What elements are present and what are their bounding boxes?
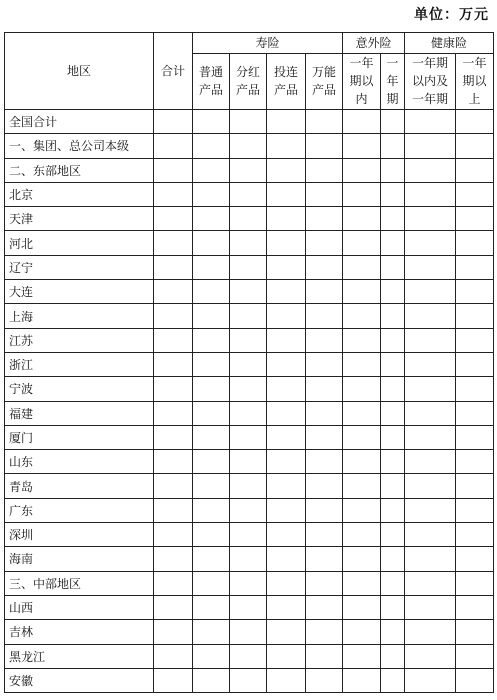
value-cell <box>230 352 267 376</box>
value-cell <box>306 571 343 595</box>
value-cell <box>230 644 267 668</box>
value-cell <box>343 328 381 352</box>
value-cell <box>306 352 343 376</box>
value-cell <box>343 668 381 692</box>
value-cell <box>456 328 494 352</box>
value-cell <box>456 401 494 425</box>
value-cell <box>267 231 306 255</box>
value-cell <box>267 450 306 474</box>
header-life: 寿险 <box>193 33 343 54</box>
value-cell <box>343 450 381 474</box>
value-cell <box>154 280 193 304</box>
value-cell <box>456 498 494 522</box>
value-cell <box>381 668 405 692</box>
value-cell <box>343 158 381 182</box>
value-cell <box>267 328 306 352</box>
value-cell <box>154 450 193 474</box>
value-cell <box>230 668 267 692</box>
value-cell <box>306 182 343 206</box>
value-cell <box>267 110 306 134</box>
value-cell <box>193 498 230 522</box>
value-cell <box>306 401 343 425</box>
value-cell <box>381 523 405 547</box>
value-cell <box>230 450 267 474</box>
region-cell: 安徽 <box>5 668 154 692</box>
value-cell <box>405 304 456 328</box>
value-cell <box>306 668 343 692</box>
value-cell <box>154 425 193 449</box>
value-cell <box>381 595 405 619</box>
value-cell <box>405 450 456 474</box>
value-cell <box>456 304 494 328</box>
value-cell <box>343 231 381 255</box>
header-accident-one-year: 一年 期 <box>381 54 405 110</box>
value-cell <box>154 644 193 668</box>
value-cell <box>154 328 193 352</box>
region-cell: 吉林 <box>5 620 154 644</box>
value-cell <box>405 158 456 182</box>
value-cell <box>154 304 193 328</box>
value-cell <box>267 207 306 231</box>
value-cell <box>306 304 343 328</box>
value-cell <box>267 547 306 571</box>
value-cell <box>405 523 456 547</box>
value-cell <box>154 571 193 595</box>
value-cell <box>381 377 405 401</box>
value-cell <box>193 255 230 279</box>
value-cell <box>230 207 267 231</box>
value-cell <box>267 182 306 206</box>
unit-label: 单位：万元 <box>414 7 489 23</box>
value-cell <box>381 571 405 595</box>
value-cell <box>456 110 494 134</box>
value-cell <box>381 134 405 158</box>
value-cell <box>154 110 193 134</box>
value-cell <box>381 110 405 134</box>
table-row <box>5 401 494 425</box>
value-cell <box>267 304 306 328</box>
value-cell <box>306 158 343 182</box>
header-accident-within-one-year: 一年 期以 内 <box>343 54 381 110</box>
value-cell <box>230 134 267 158</box>
value-cell <box>267 352 306 376</box>
value-cell <box>456 377 494 401</box>
value-cell <box>193 668 230 692</box>
table-row <box>5 377 494 401</box>
value-cell <box>230 231 267 255</box>
value-cell <box>381 328 405 352</box>
region-cell: 天津 <box>5 207 154 231</box>
table-row <box>5 474 494 498</box>
value-cell <box>456 450 494 474</box>
value-cell <box>230 110 267 134</box>
value-cell <box>306 498 343 522</box>
table-row <box>5 644 494 668</box>
value-cell <box>405 280 456 304</box>
value-cell <box>343 134 381 158</box>
region-cell: 河北 <box>5 231 154 255</box>
value-cell <box>306 207 343 231</box>
value-cell <box>267 571 306 595</box>
value-cell <box>230 523 267 547</box>
value-cell <box>193 231 230 255</box>
value-cell <box>405 182 456 206</box>
region-cell: 三、中部地区 <box>5 571 154 595</box>
value-cell <box>405 352 456 376</box>
value-cell <box>456 134 494 158</box>
value-cell <box>306 255 343 279</box>
region-cell: 福建 <box>5 401 154 425</box>
insurance-report-table <box>4 32 494 693</box>
value-cell <box>343 571 381 595</box>
value-cell <box>343 498 381 522</box>
value-cell <box>154 547 193 571</box>
value-cell <box>193 158 230 182</box>
value-cell <box>306 547 343 571</box>
region-cell: 全国合计 <box>5 110 154 134</box>
value-cell <box>456 668 494 692</box>
value-cell <box>456 523 494 547</box>
value-cell <box>193 620 230 644</box>
value-cell <box>193 110 230 134</box>
value-cell <box>343 377 381 401</box>
value-cell <box>267 523 306 547</box>
value-cell <box>230 182 267 206</box>
table-row <box>5 352 494 376</box>
table-row <box>5 498 494 522</box>
value-cell <box>306 595 343 619</box>
header-life-participating: 分红 产品 <box>230 54 267 110</box>
value-cell <box>343 547 381 571</box>
value-cell <box>381 280 405 304</box>
region-cell: 江苏 <box>5 328 154 352</box>
value-cell <box>381 498 405 522</box>
value-cell <box>267 280 306 304</box>
header-accident: 意外险 <box>343 33 405 54</box>
header-region: 地区 <box>5 33 154 110</box>
value-cell <box>230 328 267 352</box>
value-cell <box>267 498 306 522</box>
region-cell: 深圳 <box>5 523 154 547</box>
table-row <box>5 425 494 449</box>
region-cell: 北京 <box>5 182 154 206</box>
value-cell <box>381 304 405 328</box>
value-cell <box>381 547 405 571</box>
value-cell <box>154 255 193 279</box>
value-cell <box>193 571 230 595</box>
value-cell <box>456 425 494 449</box>
table-row <box>5 450 494 474</box>
header-health-within-one-year: 一年期 以内及 一年期 <box>405 54 456 110</box>
value-cell <box>267 377 306 401</box>
value-cell <box>154 158 193 182</box>
value-cell <box>193 450 230 474</box>
value-cell <box>230 158 267 182</box>
value-cell <box>193 547 230 571</box>
value-cell <box>343 474 381 498</box>
value-cell <box>343 280 381 304</box>
value-cell <box>193 182 230 206</box>
header-life-universal: 万能 产品 <box>306 54 343 110</box>
region-cell: 一、集团、总公司本级 <box>5 134 154 158</box>
value-cell <box>405 668 456 692</box>
region-cell: 山东 <box>5 450 154 474</box>
header-life-ordinary: 普通 产品 <box>193 54 230 110</box>
value-cell <box>154 182 193 206</box>
region-cell: 山西 <box>5 595 154 619</box>
region-cell: 青岛 <box>5 474 154 498</box>
value-cell <box>193 523 230 547</box>
value-cell <box>230 595 267 619</box>
value-cell <box>405 255 456 279</box>
table-row <box>5 668 494 692</box>
value-cell <box>267 595 306 619</box>
region-cell: 二、东部地区 <box>5 158 154 182</box>
value-cell <box>343 401 381 425</box>
value-cell <box>193 134 230 158</box>
table-body <box>5 110 494 693</box>
value-cell <box>306 134 343 158</box>
value-cell <box>193 352 230 376</box>
value-cell <box>405 498 456 522</box>
value-cell <box>456 207 494 231</box>
table-row <box>5 595 494 619</box>
value-cell <box>267 134 306 158</box>
value-cell <box>381 207 405 231</box>
value-cell <box>405 134 456 158</box>
region-cell: 上海 <box>5 304 154 328</box>
value-cell <box>381 352 405 376</box>
value-cell <box>154 401 193 425</box>
value-cell <box>230 571 267 595</box>
value-cell <box>343 110 381 134</box>
value-cell <box>230 425 267 449</box>
value-cell <box>306 231 343 255</box>
value-cell <box>381 158 405 182</box>
table-row <box>5 134 494 158</box>
value-cell <box>306 474 343 498</box>
value-cell <box>405 595 456 619</box>
value-cell <box>193 401 230 425</box>
value-cell <box>381 231 405 255</box>
value-cell <box>230 255 267 279</box>
value-cell <box>267 158 306 182</box>
value-cell <box>405 110 456 134</box>
value-cell <box>456 280 494 304</box>
table-row <box>5 110 494 134</box>
table-row <box>5 182 494 206</box>
table-row <box>5 304 494 328</box>
value-cell <box>343 304 381 328</box>
table-row <box>5 547 494 571</box>
value-cell <box>267 425 306 449</box>
value-cell <box>306 620 343 644</box>
value-cell <box>267 401 306 425</box>
value-cell <box>405 571 456 595</box>
value-cell <box>343 255 381 279</box>
table-row <box>5 280 494 304</box>
value-cell <box>405 474 456 498</box>
value-cell <box>343 644 381 668</box>
value-cell <box>230 401 267 425</box>
value-cell <box>405 644 456 668</box>
value-cell <box>154 377 193 401</box>
value-cell <box>405 231 456 255</box>
value-cell <box>267 668 306 692</box>
table-row <box>5 158 494 182</box>
value-cell <box>154 474 193 498</box>
value-cell <box>230 620 267 644</box>
table-row <box>5 523 494 547</box>
value-cell <box>193 474 230 498</box>
value-cell <box>154 523 193 547</box>
region-cell: 厦门 <box>5 425 154 449</box>
value-cell <box>381 425 405 449</box>
value-cell <box>381 620 405 644</box>
value-cell <box>456 595 494 619</box>
value-cell <box>230 377 267 401</box>
value-cell <box>381 474 405 498</box>
value-cell <box>154 668 193 692</box>
value-cell <box>193 280 230 304</box>
value-cell <box>306 328 343 352</box>
value-cell <box>306 523 343 547</box>
header-health-over-one-year: 一年 期以 上 <box>456 54 494 110</box>
value-cell <box>230 474 267 498</box>
value-cell <box>405 547 456 571</box>
value-cell <box>456 547 494 571</box>
value-cell <box>456 571 494 595</box>
value-cell <box>306 280 343 304</box>
value-cell <box>306 377 343 401</box>
value-cell <box>193 304 230 328</box>
value-cell <box>456 474 494 498</box>
region-cell: 宁波 <box>5 377 154 401</box>
table-row <box>5 620 494 644</box>
value-cell <box>405 207 456 231</box>
value-cell <box>381 450 405 474</box>
value-cell <box>381 401 405 425</box>
value-cell <box>405 328 456 352</box>
value-cell <box>456 255 494 279</box>
value-cell <box>154 620 193 644</box>
value-cell <box>456 231 494 255</box>
value-cell <box>343 182 381 206</box>
region-cell: 广东 <box>5 498 154 522</box>
value-cell <box>193 644 230 668</box>
value-cell <box>230 304 267 328</box>
header-health: 健康险 <box>405 33 494 54</box>
table-row <box>5 207 494 231</box>
value-cell <box>343 523 381 547</box>
value-cell <box>306 110 343 134</box>
value-cell <box>154 595 193 619</box>
value-cell <box>405 401 456 425</box>
value-cell <box>193 328 230 352</box>
value-cell <box>193 377 230 401</box>
value-cell <box>381 255 405 279</box>
value-cell <box>456 158 494 182</box>
value-cell <box>230 280 267 304</box>
region-cell: 大连 <box>5 280 154 304</box>
value-cell <box>267 644 306 668</box>
value-cell <box>343 620 381 644</box>
value-cell <box>193 207 230 231</box>
value-cell <box>405 425 456 449</box>
value-cell <box>306 450 343 474</box>
header-total: 合计 <box>154 33 193 110</box>
value-cell <box>267 474 306 498</box>
value-cell <box>381 644 405 668</box>
value-cell <box>456 182 494 206</box>
value-cell <box>154 207 193 231</box>
value-cell <box>306 425 343 449</box>
region-cell: 海南 <box>5 547 154 571</box>
region-cell: 黑龙江 <box>5 644 154 668</box>
value-cell <box>343 352 381 376</box>
value-cell <box>154 134 193 158</box>
value-cell <box>230 498 267 522</box>
value-cell <box>343 425 381 449</box>
value-cell <box>193 595 230 619</box>
value-cell <box>456 644 494 668</box>
value-cell <box>267 255 306 279</box>
table-row <box>5 571 494 595</box>
value-cell <box>267 620 306 644</box>
header-life-unit-linked: 投连 产品 <box>267 54 306 110</box>
table-row <box>5 255 494 279</box>
value-cell <box>456 620 494 644</box>
value-cell <box>154 498 193 522</box>
value-cell <box>154 231 193 255</box>
region-cell: 辽宁 <box>5 255 154 279</box>
value-cell <box>154 352 193 376</box>
table-row <box>5 231 494 255</box>
value-cell <box>381 182 405 206</box>
table-row <box>5 328 494 352</box>
value-cell <box>193 425 230 449</box>
value-cell <box>343 595 381 619</box>
value-cell <box>306 644 343 668</box>
value-cell <box>343 207 381 231</box>
value-cell <box>456 352 494 376</box>
value-cell <box>230 547 267 571</box>
region-cell: 浙江 <box>5 352 154 376</box>
value-cell <box>405 620 456 644</box>
value-cell <box>405 377 456 401</box>
